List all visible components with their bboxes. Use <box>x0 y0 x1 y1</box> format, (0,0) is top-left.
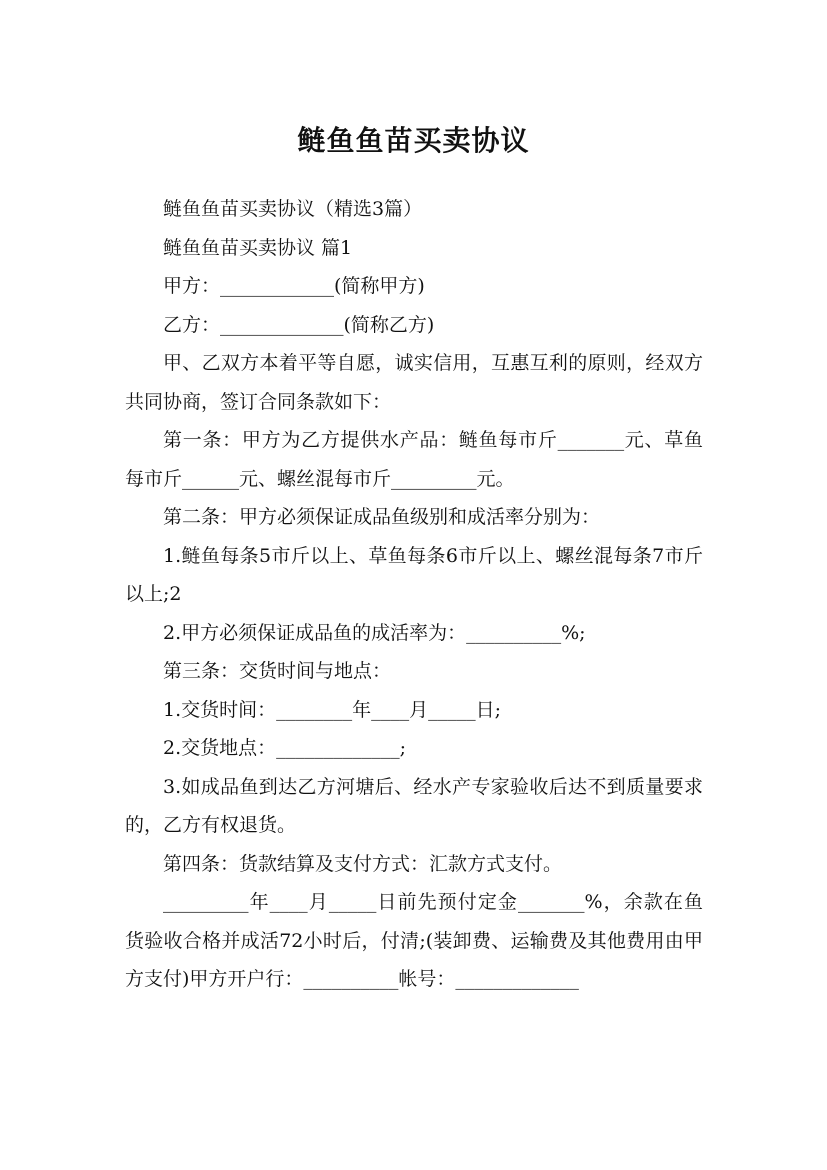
paragraph-article-3-item-3: 3.如成品鱼到达乙方河塘后、经水产专家验收后达不到质量要求的，乙方有权退货。 <box>125 775 703 836</box>
paragraph-subtitle: 鲢鱼鱼苗买卖协议（精选3篇） <box>163 198 423 220</box>
document-body <box>125 190 703 999</box>
paragraph-article-2-item-1: 1.鲢鱼每条5市斤以上、草鱼每条6市斤以上、螺丝混每条7市斤以上;2 <box>125 544 703 605</box>
paragraph-party-a: 甲方：____________(简称甲方) <box>163 275 425 297</box>
document-title: 鲢鱼鱼苗买卖协议 <box>297 123 530 157</box>
paragraph-article-3: 第三条：交货时间与地点： <box>163 660 392 682</box>
paragraph-party-b: 乙方：_____________(简称乙方) <box>163 313 435 336</box>
paragraph-article-4: 第四条：货款结算及支付方式：汇款方式支付。 <box>163 852 563 875</box>
paragraph-article-2: 第二条：甲方必须保证成品鱼级别和成活率分别为： <box>163 506 601 528</box>
paragraph-section-heading: 鲢鱼鱼苗买卖协议 篇1 <box>163 236 353 259</box>
paragraph-article-2-item-2: 2.甲方必须保证成品鱼的成活率为：__________%; <box>163 621 586 644</box>
paragraph-article-3-item-1: 1.交货时间：________年____月_____日; <box>163 698 502 721</box>
paragraph-preamble: 甲、乙双方本着平等自愿，诚实信用，互惠互利的原则，经双方共同协商，签订合同条款如下： <box>125 352 703 413</box>
paragraph-article-3-item-2: 2.交货地点：_____________; <box>163 737 407 759</box>
paragraph-payment-terms: _________年____月_____日前先预付定金_______%，余款在鱼货验收合格并成活72小时后，付清;(装卸费、运输费及其他费用由甲方支付)甲方开户行：__________帐号：_____________ <box>125 891 703 990</box>
paragraph-article-1: 第一条：甲方为乙方提供水产品：鲢鱼每市斤_______元、草鱼每市斤______元、螺丝混每市斤_________元。 <box>125 429 703 490</box>
